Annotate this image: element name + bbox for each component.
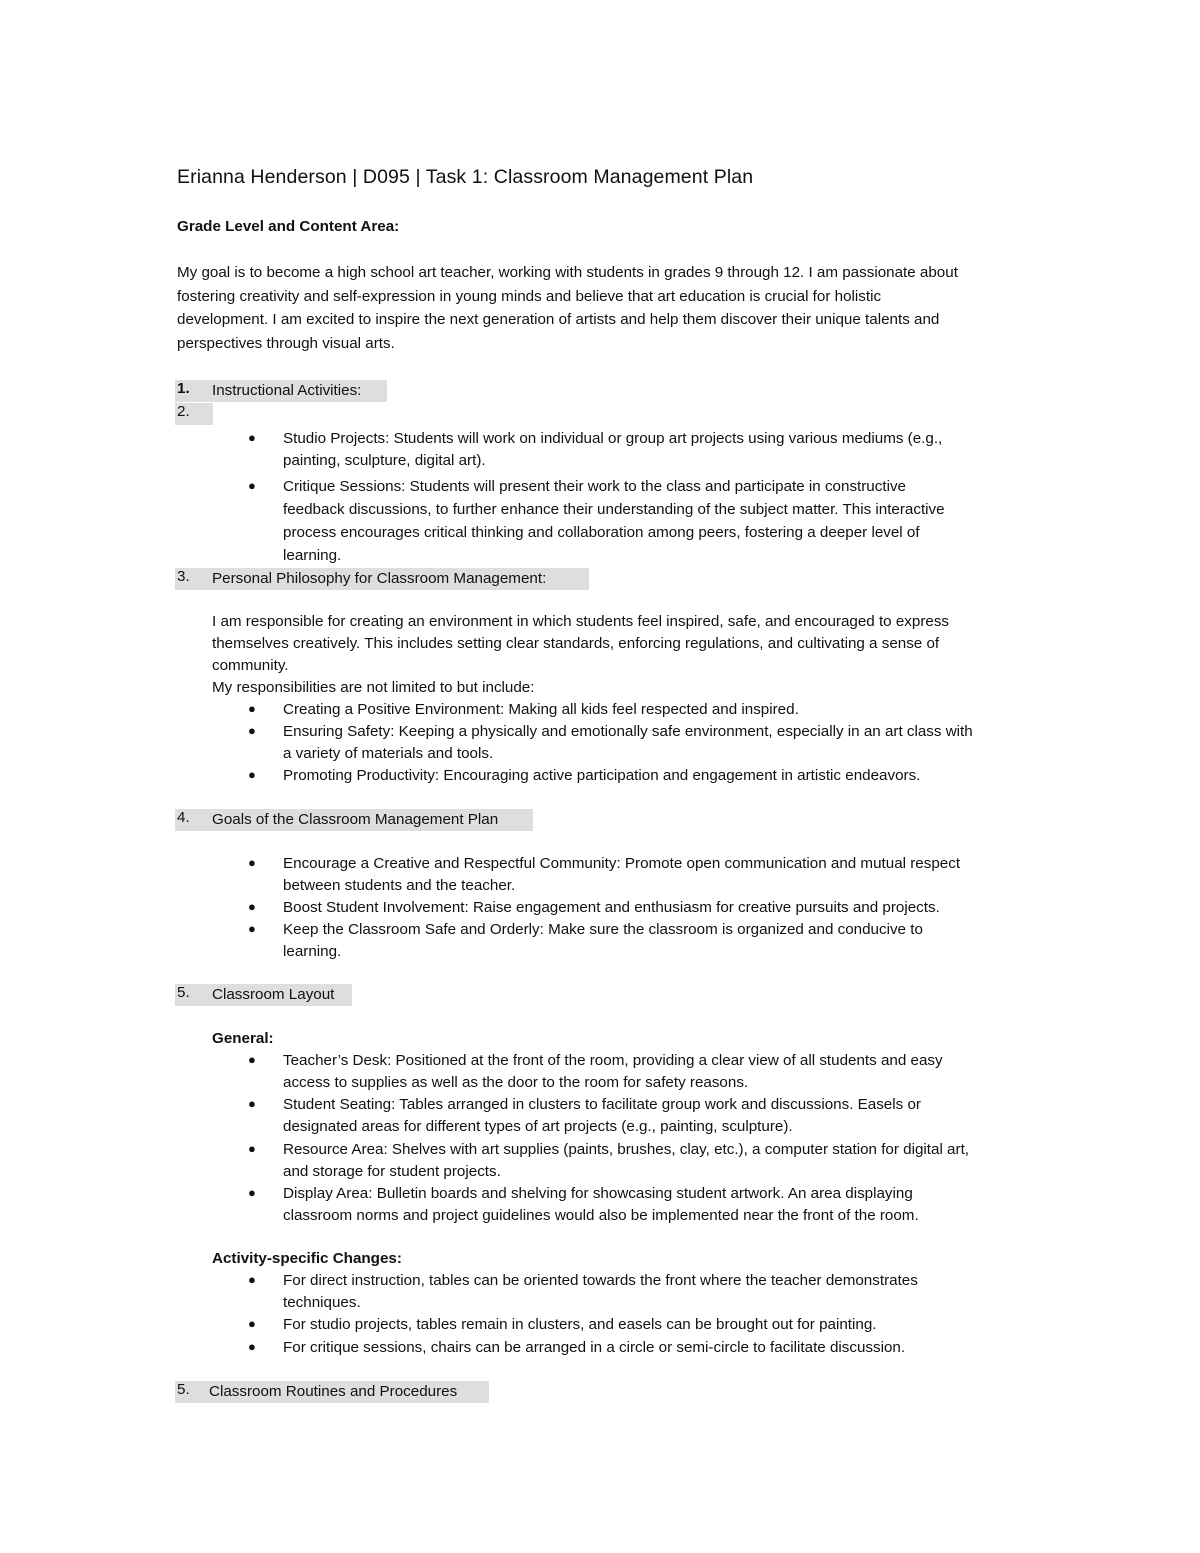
list-item xyxy=(283,897,940,919)
section-5-number: 5. xyxy=(177,984,190,1001)
paragraph-line: themselves creatively. This includes setting clear standards, enforcing regulations, and cultivating a sense of xyxy=(212,635,940,652)
bullet-icon: ● xyxy=(248,478,256,493)
section-1-title: Instructional Activities: xyxy=(212,382,362,399)
list-item xyxy=(283,428,942,472)
list-item xyxy=(283,919,923,963)
bullet-icon: ● xyxy=(248,701,256,716)
document-title: Erianna Henderson | D095 | Task 1: Classroom Management Plan xyxy=(177,166,754,188)
list-item xyxy=(283,476,945,568)
bullet-icon: ● xyxy=(248,899,256,914)
list-item-line: a variety of materials and tools. xyxy=(283,745,494,762)
list-item-line: learning. xyxy=(283,547,342,564)
list-item xyxy=(283,765,920,787)
list-item-line: Resource Area: Shelves with art supplies (paints, brushes, clay, etc.), a computer station for digital art, xyxy=(283,1141,970,1158)
list-item-line: learning. xyxy=(283,943,342,960)
list-item xyxy=(283,1314,876,1336)
paragraph-line: community. xyxy=(212,657,289,674)
list-item-line: designated areas for different types of art projects (e.g., painting, sculpture). xyxy=(283,1118,793,1135)
list-item-line: painting, sculpture, digital art). xyxy=(283,452,486,469)
intro-line: perspectives through visual arts. xyxy=(177,334,395,352)
bullet-icon: ● xyxy=(248,855,256,870)
bullet-icon: ● xyxy=(248,1316,256,1331)
bullet-icon: ● xyxy=(248,767,256,782)
list-item-line: Creating a Positive Environment: Making all kids feel respected and inspired. xyxy=(283,701,799,718)
list-item xyxy=(283,699,799,721)
list-item-line: classroom norms and project guidelines would also be implemented near the front of the room. xyxy=(283,1207,919,1224)
list-item xyxy=(283,1094,921,1138)
section-6-number: 5. xyxy=(177,1381,190,1398)
list-item xyxy=(283,721,973,765)
bullet-icon: ● xyxy=(248,430,256,445)
list-item-line: Student Seating: Tables arranged in clusters to facilitate group work and discussions. Easels or xyxy=(283,1096,921,1113)
list-item xyxy=(283,1270,918,1314)
intro-line: development. I am excited to inspire the next generation of artists and help them discover their unique talents and xyxy=(177,311,940,328)
general-heading: General: xyxy=(212,1030,274,1047)
intro-paragraph xyxy=(177,262,958,356)
list-item-line: Display Area: Bulletin boards and shelving for showcasing student artwork. An area displaying xyxy=(283,1185,913,1202)
bullet-icon: ● xyxy=(248,1272,256,1287)
list-item-line: process encourages critical thinking and collaboration among peers, fostering a deeper level of xyxy=(283,524,920,541)
list-item xyxy=(283,1337,905,1359)
list-item-line: between students and the teacher. xyxy=(283,877,516,894)
list-item-line: Boost Student Involvement: Raise engagement and enthusiasm for creative pursuits and projects. xyxy=(283,899,940,916)
list-item-line: Encourage a Creative and Respectful Community: Promote open communication and mutual respect xyxy=(283,855,961,872)
bullet-icon: ● xyxy=(248,1339,256,1354)
section-1-number: 1. xyxy=(177,380,190,397)
list-item-line: Promoting Productivity: Encouraging active participation and engagement in artistic endeavors. xyxy=(283,767,921,784)
bullet-icon: ● xyxy=(248,1185,256,1200)
list-item-line: and storage for student projects. xyxy=(283,1163,501,1180)
section-4-number: 4. xyxy=(177,809,190,826)
list-item-line: techniques. xyxy=(283,1294,361,1311)
section-5-title: Classroom Layout xyxy=(212,986,335,1003)
section-3-number: 3. xyxy=(177,568,190,585)
list-item-line: Teacher’s Desk: Positioned at the front of the room, providing a clear view of all students and easy xyxy=(283,1052,943,1069)
list-item xyxy=(283,1139,969,1183)
list-item-line: Critique Sessions: Students will present their work to the class and participate in constructive xyxy=(283,478,906,495)
list-item-line: For studio projects, tables remain in clusters, and easels can be brought out for painting. xyxy=(283,1316,877,1333)
section-3-title: Personal Philosophy for Classroom Management: xyxy=(212,570,547,587)
philosophy-paragraph xyxy=(212,611,949,699)
bullet-icon: ● xyxy=(248,723,256,738)
list-item xyxy=(283,1050,943,1094)
activity-changes-heading: Activity-specific Changes: xyxy=(212,1250,402,1267)
responsibilities-lead: My responsibilities are not limited to but include: xyxy=(212,679,535,696)
paragraph-line: I am responsible for creating an environment in which students feel inspired, safe, and encouraged to express xyxy=(212,613,950,630)
list-item-line: Ensuring Safety: Keeping a physically and emotionally safe environment, especially in an art class with xyxy=(283,723,973,740)
list-item-line: Keep the Classroom Safe and Orderly: Make sure the classroom is organized and conducive to xyxy=(283,921,923,938)
section-6-title: Classroom Routines and Procedures xyxy=(209,1383,458,1400)
bullet-icon: ● xyxy=(248,921,256,936)
bullet-icon: ● xyxy=(248,1052,256,1067)
list-item xyxy=(283,853,960,897)
list-item-line: Studio Projects: Students will work on individual or group art projects using various mediums (e.g., xyxy=(283,430,943,447)
section-4-title: Goals of the Classroom Management Plan xyxy=(212,811,499,828)
list-item-line: For direct instruction, tables can be oriented towards the front where the teacher demonstrates xyxy=(283,1272,918,1289)
bullet-icon: ● xyxy=(248,1096,256,1111)
list-item xyxy=(283,1183,919,1227)
list-item-line: feedback discussions, to further enhance their understanding of the subject matter. This interactive xyxy=(283,501,945,518)
section-2-number: 2. xyxy=(177,403,190,420)
list-item-line: access to supplies as well as the door to the room for safety reasons. xyxy=(283,1074,749,1091)
grade-level-heading: Grade Level and Content Area: xyxy=(177,218,400,235)
intro-line: fostering creativity and self-expression in young minds and believe that art education is crucial for holistic xyxy=(177,287,882,305)
intro-line: My goal is to become a high school art teacher, working with students in grades 9 through 12. I am passionate about xyxy=(177,264,958,281)
list-item-line: For critique sessions, chairs can be arranged in a circle or semi-circle to facilitate discussion. xyxy=(283,1339,906,1356)
bullet-icon: ● xyxy=(248,1141,256,1156)
